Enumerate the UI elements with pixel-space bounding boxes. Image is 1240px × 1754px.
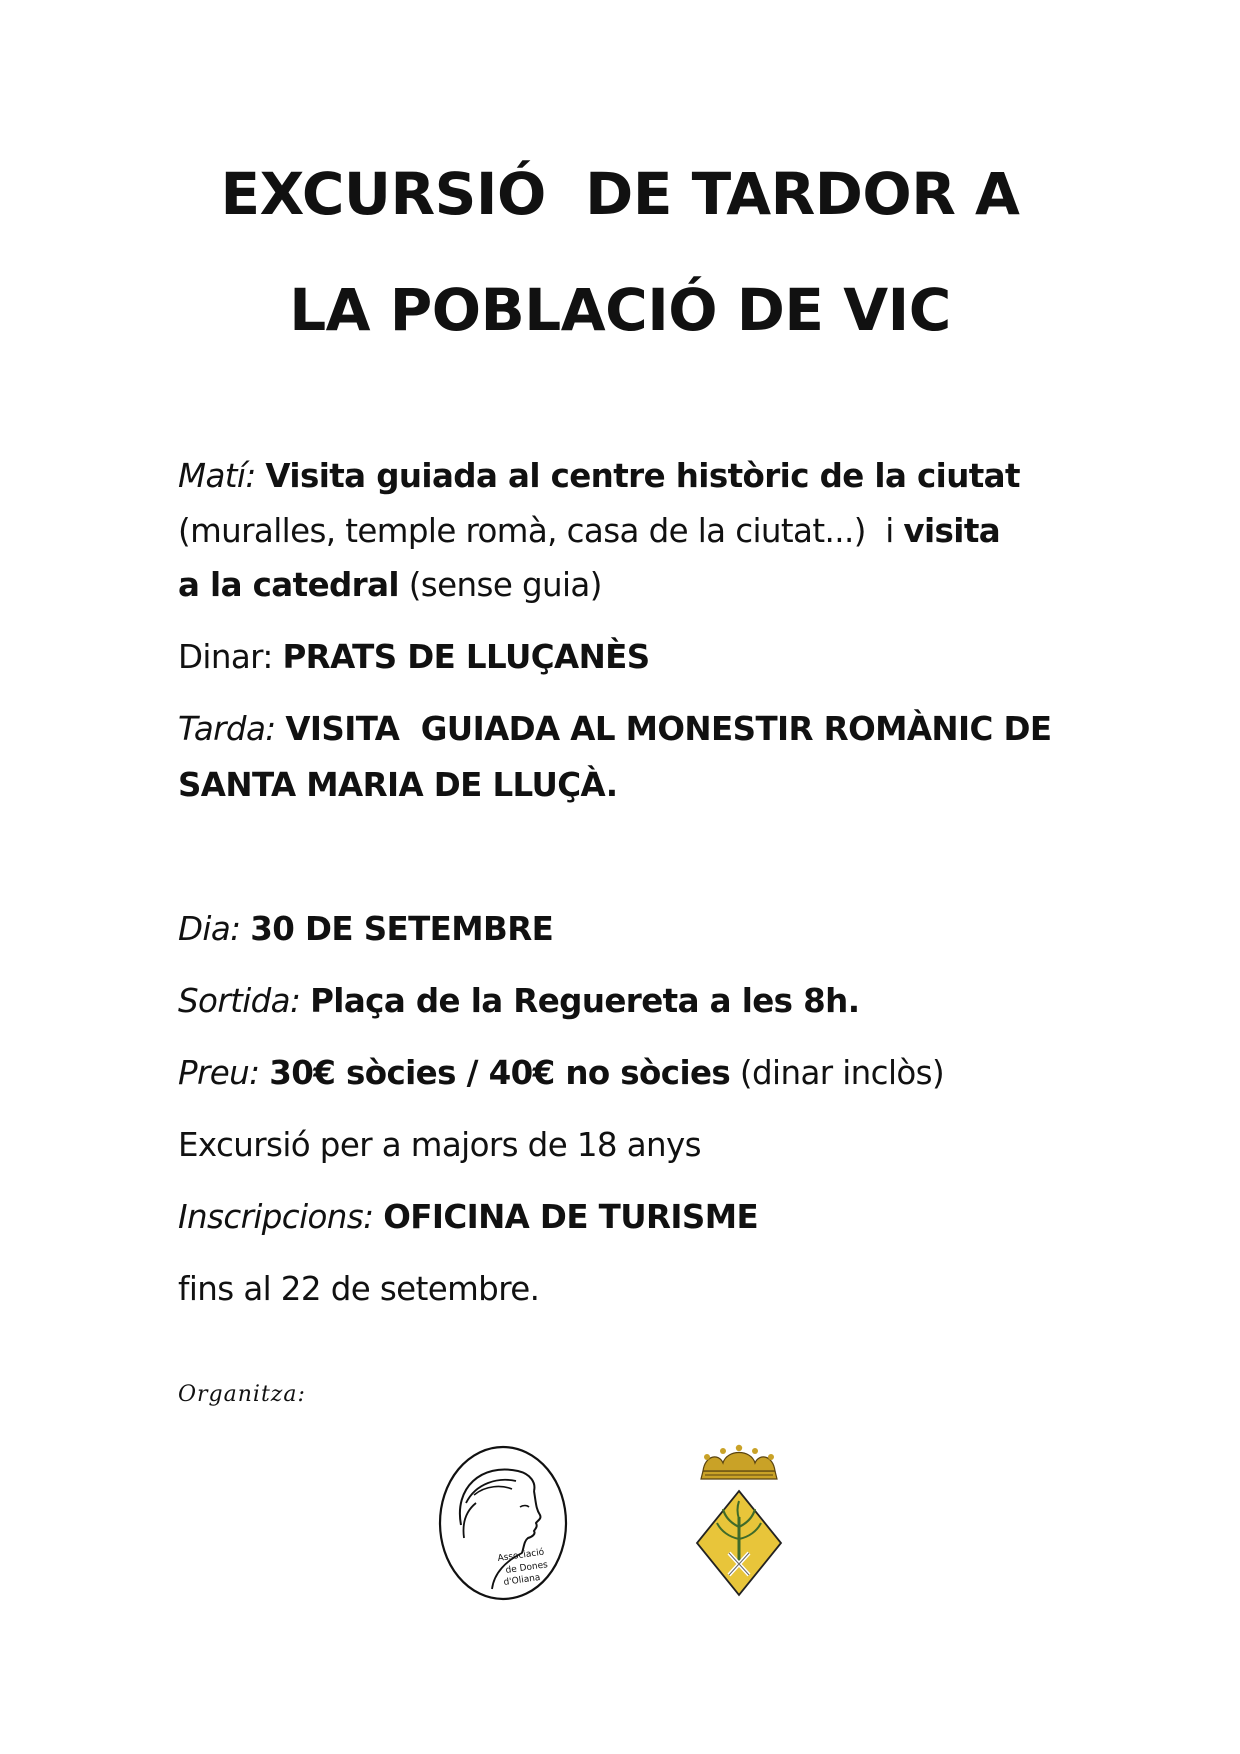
- age-requirement: Excursió per a majors de 18 anys: [178, 1126, 702, 1164]
- page-title-line-1: EXCURSIÓ DE TARDOR A: [220, 160, 1020, 228]
- mati-visit-2: visita: [903, 512, 1001, 550]
- assoc-logo-line-1: Associació: [497, 1547, 545, 1564]
- mati-no-guide: (sense guia): [398, 566, 602, 604]
- mati-line-1: [178, 456, 1020, 496]
- inscripcions-line: [178, 1197, 758, 1237]
- mati-cathedral: a la catedral: [178, 566, 399, 604]
- dinar-label: Dinar:: [178, 638, 283, 676]
- dinar-line: [178, 637, 650, 677]
- preu-value: 30€ sòcies / 40€ no sòcies: [269, 1054, 731, 1092]
- tarda-line-2: [178, 765, 617, 805]
- crown-icon: [701, 1445, 777, 1479]
- mati-label: Matí:: [178, 457, 256, 495]
- assoc-logo-line-2: de Dones: [505, 1560, 549, 1576]
- inscripcions-deadline: fins al 22 de setembre.: [178, 1270, 540, 1308]
- dia-label: Dia:: [178, 910, 241, 948]
- tarda-value-1: VISITA GUIADA AL MONESTIR ROMÀNIC DE: [285, 710, 1052, 748]
- inscripcions-value: OFICINA DE TURISME: [383, 1198, 759, 1236]
- mati-line-3: [178, 565, 602, 605]
- mati-details: (muralles, temple romà, casa de la ciutat...) i: [178, 512, 904, 550]
- sortida-value: Plaça de la Reguereta a les 8h.: [310, 982, 860, 1020]
- tarda-label: Tarda:: [178, 710, 276, 748]
- sortida-label: Sortida:: [178, 982, 301, 1020]
- preu-line: [178, 1053, 944, 1093]
- assoc-logo-line-3: d'Oliana: [503, 1572, 542, 1588]
- preu-label: Preu:: [178, 1054, 260, 1092]
- preu-note: (dinar inclòs): [730, 1054, 945, 1092]
- sortida-line: [178, 981, 859, 1021]
- municipal-coat-of-arms-icon: [693, 1443, 785, 1599]
- organitza-label: Organitza:: [178, 1382, 306, 1407]
- mati-visit: Visita guiada al centre històric de la ciutat: [265, 457, 1020, 495]
- inscripcions-label: Inscripcions:: [178, 1198, 374, 1236]
- page-title-line-2: LA POBLACIÓ DE VIC: [289, 276, 951, 344]
- woman-profile-icon: [436, 1443, 570, 1603]
- mati-line-2: [178, 511, 1000, 551]
- dinar-value: PRATS DE LLUÇANÈS: [282, 638, 650, 676]
- tarda-value-2: SANTA MARIA DE LLUÇÀ.: [178, 766, 618, 804]
- tarda-line-1: [178, 709, 1051, 749]
- dia-value: 30 DE SETEMBRE: [250, 910, 554, 948]
- dia-line: [178, 909, 553, 949]
